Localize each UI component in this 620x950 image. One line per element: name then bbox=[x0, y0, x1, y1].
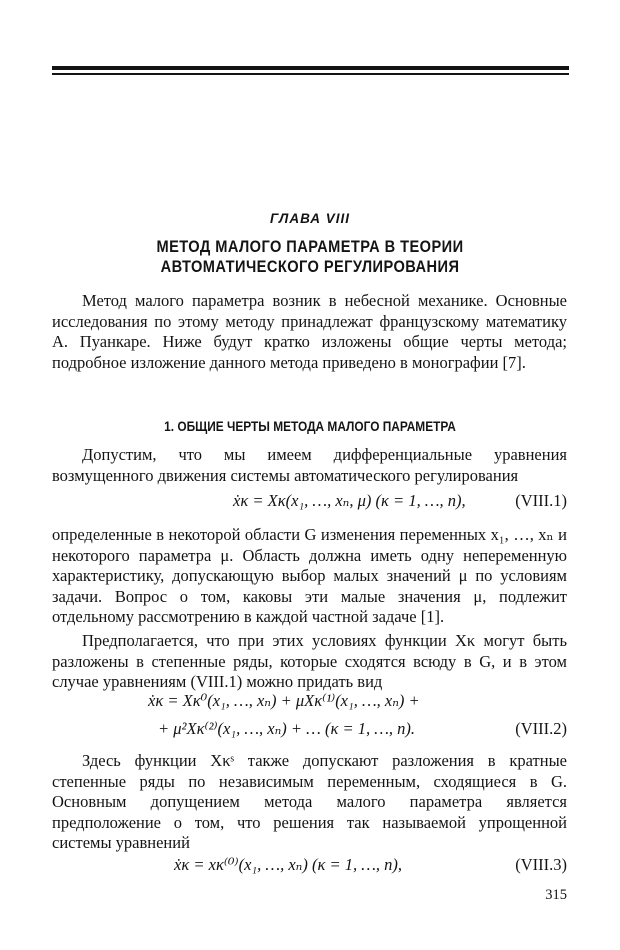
paragraph-4-text: Предполагается, что при этих условиях функции Xκ могут быть разложены в степенные ряды, которые сходятся всюду в G, и в этом случае уравнениям (VIII.1) можно придать вид bbox=[52, 631, 567, 691]
equation-2-number: (VIII.2) bbox=[515, 719, 567, 738]
equation-1-number: (VIII.1) bbox=[515, 491, 567, 510]
paragraph-2-text: Допустим, что мы имеем дифференциальные уравнения возмущенного движения системы автоматического регулирования bbox=[52, 445, 567, 485]
chapter-title-line-2: АВТОМАТИЧЕСКОГО РЕГУЛИРОВАНИЯ bbox=[160, 257, 460, 276]
equation-3-number: (VIII.3) bbox=[515, 855, 567, 874]
equation-3: ẋκ = xκ⁽⁰⁾(x₁, …, xₙ) (κ = 1, …, n), bbox=[174, 855, 403, 874]
paragraph-2 bbox=[52, 445, 567, 486]
equation-2-line-1: ẋκ = Xκ⁰(x₁, …, xₙ) + μXκ⁽¹⁾(x₁, …, xₙ) + bbox=[148, 691, 420, 710]
equation-2-line-2: + μ²Xκ⁽²⁾(x₁, …, xₙ) + … (κ = 1, …, n). bbox=[158, 719, 416, 738]
paragraph-4 bbox=[52, 631, 567, 693]
paragraph-5-text: Здесь функции Xκˢ также допускают разложения в кратные степенные ряды по независимым переменным, сходящиеся в G. Основным допущением метода малого параметра является предположение о том, что решения так называемой упрощенной системы уравнений bbox=[52, 751, 567, 852]
section-title: 1. ОБЩИЕ ЧЕРТЫ МЕТОДА МАЛОГО ПАРАМЕТРА bbox=[164, 419, 456, 434]
intro-paragraph-text: Метод малого параметра возник в небесной механике. Основные исследования по этому методу принадлежат французскому математику А. Пуанкаре. Ниже будут кратко изложены общие черты метода; подробное изложение данного метода приведено в монографии [7]. bbox=[52, 291, 567, 372]
chapter-label: ГЛАВА VIII bbox=[269, 211, 351, 226]
equation-1: ẋκ = Xκ(x₁, …, xₙ, μ) (κ = 1, …, n), bbox=[233, 491, 466, 510]
paragraph-3 bbox=[52, 525, 567, 628]
chapter-title bbox=[43, 237, 576, 277]
paragraph-5 bbox=[52, 751, 567, 854]
page-number: 315 bbox=[545, 887, 567, 903]
chapter-title-line-1: МЕТОД МАЛОГО ПАРАМЕТРА В ТЕОРИИ bbox=[156, 237, 464, 256]
header-rule-thick bbox=[52, 66, 569, 70]
intro-paragraph bbox=[52, 291, 567, 373]
header-rule-thin bbox=[52, 73, 569, 75]
paragraph-3-text: определенные в некоторой области G изменения переменных x₁, …, xₙ и некоторого параметра μ. Область должна иметь одну непеременную характеристику, допускающую выбор малых значений μ по условиям задачи. Вопрос о том, каковы эти малые значения μ, подлежит отдельному рассмотрению в каждой частной задаче [1]. bbox=[52, 525, 567, 626]
